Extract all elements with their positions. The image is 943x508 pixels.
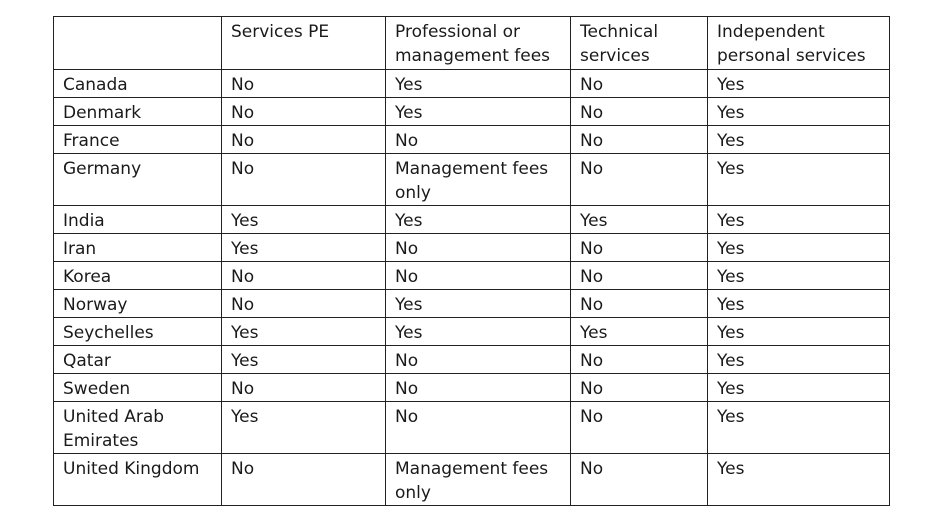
cell-value: Yes [717, 267, 745, 287]
table-row [54, 454, 890, 506]
cell-value: No [231, 103, 255, 123]
cell-value: Yes [231, 323, 259, 343]
cell-value: India [63, 211, 105, 231]
cell-value: No [580, 267, 604, 287]
cell-country [54, 154, 222, 206]
cell-value: No [395, 351, 419, 371]
cell-value: No [395, 239, 419, 259]
cell-services-pe [222, 98, 386, 126]
cell-services-pe [222, 262, 386, 290]
cell-technical-services [571, 154, 708, 206]
cell-independent-services [708, 374, 890, 402]
cell-technical-services [571, 262, 708, 290]
cell-country [54, 262, 222, 290]
cell-value: United Kingdom [63, 459, 200, 479]
cell-technical-services [571, 454, 708, 506]
cell-technical-services [571, 98, 708, 126]
header-cell-independent-services [708, 17, 890, 70]
cell-country [54, 290, 222, 318]
cell-independent-services [708, 454, 890, 506]
cell-value: No [231, 459, 255, 479]
cell-value: No [580, 239, 604, 259]
cell-country [54, 454, 222, 506]
cell-value: No [580, 103, 604, 123]
cell-value: Qatar [63, 351, 111, 371]
cell-value: Yes [717, 159, 745, 179]
cell-value: Germany [63, 159, 142, 179]
cell-value: United Arab Emirates [63, 407, 165, 451]
cell-value: Seychelles [63, 323, 154, 343]
table-row [54, 318, 890, 346]
cell-services-pe [222, 402, 386, 454]
table-row [54, 262, 890, 290]
cell-services-pe [222, 70, 386, 98]
cell-services-pe [222, 374, 386, 402]
cell-value: Yes [395, 103, 423, 123]
header-label: Technical services [580, 22, 659, 66]
cell-value: Yes [717, 239, 745, 259]
table-row [54, 154, 890, 206]
header-cell-country [54, 17, 222, 70]
cell-independent-services [708, 346, 890, 374]
cell-value: Sweden [63, 379, 131, 399]
header-cell-professional-fees [386, 17, 571, 70]
cell-professional-fees [386, 126, 571, 154]
cell-services-pe [222, 346, 386, 374]
cell-services-pe [222, 454, 386, 506]
cell-value: No [580, 131, 604, 151]
cell-value: No [580, 75, 604, 95]
cell-professional-fees [386, 206, 571, 234]
cell-professional-fees [386, 262, 571, 290]
cell-independent-services [708, 98, 890, 126]
cell-country [54, 126, 222, 154]
cell-value: No [395, 407, 419, 427]
cell-value: Yes [717, 379, 745, 399]
cell-value: Yes [395, 211, 423, 231]
cell-professional-fees [386, 98, 571, 126]
cell-professional-fees [386, 154, 571, 206]
cell-services-pe [222, 206, 386, 234]
cell-country [54, 70, 222, 98]
cell-value: Management fees only [395, 459, 549, 503]
table-row [54, 126, 890, 154]
cell-value: Yes [395, 75, 423, 95]
cell-professional-fees [386, 70, 571, 98]
cell-value: Denmark [63, 103, 142, 123]
cell-services-pe [222, 154, 386, 206]
table-row [54, 234, 890, 262]
cell-value: No [580, 295, 604, 315]
cell-technical-services [571, 234, 708, 262]
cell-value: Yes [231, 211, 259, 231]
cell-independent-services [708, 402, 890, 454]
cell-technical-services [571, 346, 708, 374]
header-label: Professional or management fees [395, 22, 551, 66]
cell-services-pe [222, 290, 386, 318]
cell-value: No [231, 267, 255, 287]
table-row [54, 70, 890, 98]
cell-value: No [580, 459, 604, 479]
header-row [54, 17, 890, 70]
cell-value: Norway [63, 295, 128, 315]
header-cell-technical-services [571, 17, 708, 70]
cell-value: No [580, 351, 604, 371]
cell-value: Yes [717, 459, 745, 479]
cell-professional-fees [386, 234, 571, 262]
table-row [54, 402, 890, 454]
table-row [54, 206, 890, 234]
cell-value: Yes [717, 75, 745, 95]
cell-technical-services [571, 290, 708, 318]
cell-value: No [580, 379, 604, 399]
cell-value: No [231, 295, 255, 315]
cell-technical-services [571, 206, 708, 234]
cell-value: No [395, 267, 419, 287]
cell-value: No [395, 379, 419, 399]
cell-country [54, 206, 222, 234]
cell-value: Yes [580, 211, 608, 231]
cell-technical-services [571, 126, 708, 154]
cell-technical-services [571, 70, 708, 98]
cell-value: Yes [231, 407, 259, 427]
cell-country [54, 318, 222, 346]
cell-technical-services [571, 402, 708, 454]
cell-value: No [580, 159, 604, 179]
header-cell-services-pe [222, 17, 386, 70]
cell-value: Management fees only [395, 159, 549, 203]
cell-value: Yes [231, 239, 259, 259]
cell-value: Yes [717, 103, 745, 123]
cell-independent-services [708, 262, 890, 290]
cell-value: Yes [395, 323, 423, 343]
cell-country [54, 402, 222, 454]
cell-independent-services [708, 126, 890, 154]
cell-professional-fees [386, 318, 571, 346]
cell-independent-services [708, 290, 890, 318]
cell-value: Yes [717, 323, 745, 343]
cell-value: Yes [717, 351, 745, 371]
cell-professional-fees [386, 374, 571, 402]
cell-value: No [231, 159, 255, 179]
cell-value: Yes [717, 131, 745, 151]
treaty-services-table [53, 16, 890, 506]
cell-value: No [231, 379, 255, 399]
cell-independent-services [708, 234, 890, 262]
cell-value: Yes [717, 295, 745, 315]
cell-professional-fees [386, 454, 571, 506]
cell-value: Yes [580, 323, 608, 343]
cell-independent-services [708, 154, 890, 206]
cell-professional-fees [386, 290, 571, 318]
cell-value: Canada [63, 75, 128, 95]
cell-value: No [231, 75, 255, 95]
cell-services-pe [222, 126, 386, 154]
cell-independent-services [708, 206, 890, 234]
table-row [54, 374, 890, 402]
cell-value: Yes [717, 407, 745, 427]
cell-services-pe [222, 234, 386, 262]
cell-value: Iran [63, 239, 97, 259]
cell-services-pe [222, 318, 386, 346]
cell-value: Yes [717, 211, 745, 231]
cell-value: Yes [231, 351, 259, 371]
cell-professional-fees [386, 402, 571, 454]
cell-value: No [231, 131, 255, 151]
table-row [54, 98, 890, 126]
cell-value: No [580, 407, 604, 427]
cell-professional-fees [386, 346, 571, 374]
cell-value: Korea [63, 267, 112, 287]
table-row [54, 346, 890, 374]
cell-technical-services [571, 318, 708, 346]
header-label: Independent personal services [717, 22, 866, 66]
cell-country [54, 346, 222, 374]
cell-country [54, 98, 222, 126]
cell-value: No [395, 131, 419, 151]
cell-country [54, 234, 222, 262]
table-row [54, 290, 890, 318]
header-label: Services PE [231, 22, 330, 42]
cell-technical-services [571, 374, 708, 402]
cell-value: France [63, 131, 120, 151]
cell-independent-services [708, 70, 890, 98]
cell-value: Yes [395, 295, 423, 315]
cell-country [54, 374, 222, 402]
cell-independent-services [708, 318, 890, 346]
